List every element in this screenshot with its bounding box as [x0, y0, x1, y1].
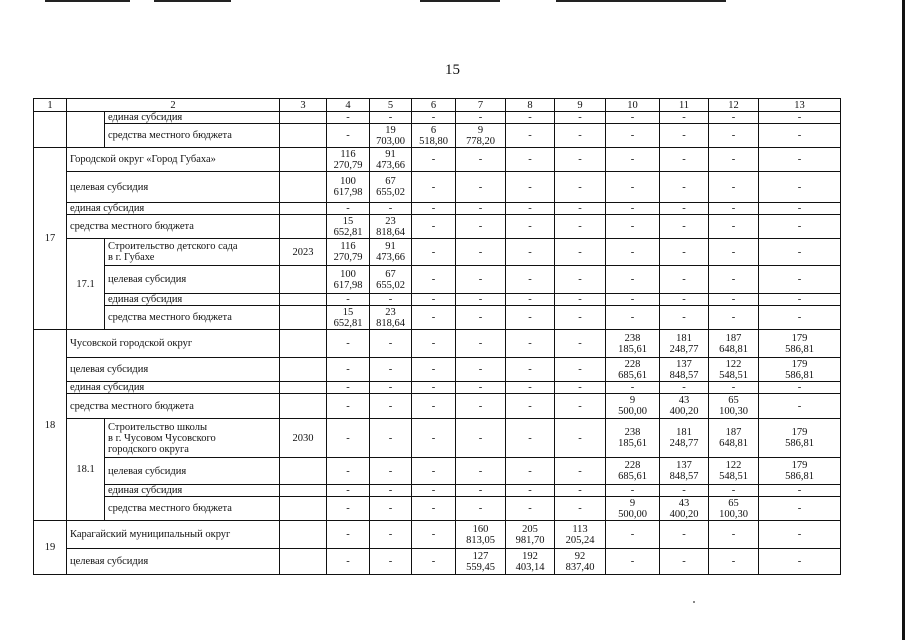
value-cell-col11: - — [660, 549, 709, 575]
value-cell-col11: 137 848,57 — [660, 358, 709, 382]
value-cell-col8: - — [506, 172, 555, 203]
value-cell-col8: - — [506, 306, 555, 330]
value-cell-col10: 228 685,61 — [606, 458, 660, 485]
value-cell-col7: 127 559,45 — [456, 549, 506, 575]
subitem-number: 17.1 — [67, 239, 105, 330]
col-header-12: 12 — [709, 99, 759, 112]
value-cell-col4: - — [327, 203, 370, 215]
value-cell-col11: 43 400,20 — [660, 497, 709, 521]
value-cell-col13: - — [759, 112, 841, 124]
value-cell-col13: - — [759, 549, 841, 575]
year-cell — [280, 112, 327, 124]
value-cell-col10: 9 500,00 — [606, 497, 660, 521]
value-cell-col11: 137 848,57 — [660, 458, 709, 485]
value-cell-col12: - — [709, 521, 759, 549]
value-cell-col5: 23 818,64 — [370, 215, 412, 239]
value-cell-col9: - — [555, 330, 606, 358]
col-header-3: 3 — [280, 99, 327, 112]
row-label: Чусовской городской округ — [67, 330, 280, 358]
value-cell-col9: - — [555, 172, 606, 203]
row-label: Городской округ «Город Губаха» — [67, 148, 280, 172]
value-cell-col4: - — [327, 549, 370, 575]
value-cell-col5: - — [370, 203, 412, 215]
row-label: единая субсидия — [67, 382, 280, 394]
value-cell-col7: - — [456, 458, 506, 485]
value-cell-col13: - — [759, 497, 841, 521]
table-row — [34, 521, 841, 549]
value-cell-col11: - — [660, 172, 709, 203]
col-header-6: 6 — [412, 99, 456, 112]
year-cell — [280, 521, 327, 549]
value-cell-col12: 122 548,51 — [709, 358, 759, 382]
subitem-number: 18.1 — [67, 419, 105, 521]
value-cell-col7: 160 813,05 — [456, 521, 506, 549]
value-cell-col9: 92 837,40 — [555, 549, 606, 575]
value-cell-col10: - — [606, 112, 660, 124]
value-cell-col7: - — [456, 112, 506, 124]
value-cell-col6: - — [412, 419, 456, 458]
value-cell-col8: - — [506, 124, 555, 148]
value-cell-col9: - — [555, 124, 606, 148]
row-label: целевая субсидия — [67, 358, 280, 382]
value-cell-col7: - — [456, 203, 506, 215]
value-cell-col4: - — [327, 485, 370, 497]
group-number: 18 — [34, 330, 67, 521]
value-cell-col12: - — [709, 485, 759, 497]
value-cell-col9: - — [555, 358, 606, 382]
table-row — [34, 549, 841, 575]
value-cell-col7: - — [456, 497, 506, 521]
year-cell — [280, 394, 327, 419]
table-row — [34, 239, 841, 266]
table-row — [34, 148, 841, 172]
table-row — [34, 266, 841, 294]
row-label: целевая субсидия — [67, 172, 280, 203]
table-row — [34, 382, 841, 394]
group-number: 19 — [34, 521, 67, 575]
col-header-7: 7 — [456, 99, 506, 112]
value-cell-col11: - — [660, 148, 709, 172]
value-cell-col13: - — [759, 382, 841, 394]
value-cell-col11: 43 400,20 — [660, 394, 709, 419]
year-cell — [280, 172, 327, 203]
value-cell-col12: - — [709, 306, 759, 330]
value-cell-col12: - — [709, 148, 759, 172]
value-cell-col4: 15 652,81 — [327, 306, 370, 330]
table-row — [34, 394, 841, 419]
value-cell-col8: - — [506, 330, 555, 358]
value-cell-col7: - — [456, 358, 506, 382]
value-cell-col11: - — [660, 203, 709, 215]
year-cell — [280, 306, 327, 330]
value-cell-col13: - — [759, 148, 841, 172]
table-row — [34, 124, 841, 148]
value-cell-col11: - — [660, 306, 709, 330]
col-header-9: 9 — [555, 99, 606, 112]
value-cell-col12: - — [709, 294, 759, 306]
value-cell-col8: - — [506, 419, 555, 458]
col-header-4: 4 — [327, 99, 370, 112]
value-cell-col9: - — [555, 266, 606, 294]
value-cell-col5: 67 655,02 — [370, 172, 412, 203]
group-number: 17 — [34, 148, 67, 330]
value-cell-col13: 179 586,81 — [759, 419, 841, 458]
value-cell-col5: - — [370, 330, 412, 358]
value-cell-col5: - — [370, 485, 412, 497]
value-cell-col7: - — [456, 215, 506, 239]
value-cell-col7: - — [456, 239, 506, 266]
year-cell — [280, 382, 327, 394]
year-cell — [280, 266, 327, 294]
value-cell-col13: - — [759, 215, 841, 239]
value-cell-col5: - — [370, 521, 412, 549]
value-cell-col12: 187 648,81 — [709, 419, 759, 458]
value-cell-col13: - — [759, 485, 841, 497]
value-cell-col10: - — [606, 306, 660, 330]
value-cell-col5: - — [370, 294, 412, 306]
value-cell-col6: - — [412, 294, 456, 306]
subitem-title: Строительство детского сада в г. Губахе — [105, 239, 280, 266]
year-cell — [280, 458, 327, 485]
value-cell-col8: - — [506, 382, 555, 394]
value-cell-col8: - — [506, 458, 555, 485]
row-label: Карагайский муниципальный округ — [67, 521, 280, 549]
value-cell-col10: - — [606, 549, 660, 575]
value-cell-col12: 65 100,30 — [709, 497, 759, 521]
value-cell-col7: - — [456, 148, 506, 172]
value-cell-col7: - — [456, 394, 506, 419]
value-cell-col5: 19 703,00 — [370, 124, 412, 148]
row-label: единая субсидия — [105, 112, 280, 124]
value-cell-col13: 179 586,81 — [759, 358, 841, 382]
row-label: средства местного бюджета — [105, 124, 280, 148]
value-cell-col11: 181 248,77 — [660, 330, 709, 358]
table-row — [34, 497, 841, 521]
value-cell-col8: 205 981,70 — [506, 521, 555, 549]
value-cell-col9: - — [555, 382, 606, 394]
col-header-2: 2 — [67, 99, 280, 112]
value-cell-col5: 67 655,02 — [370, 266, 412, 294]
value-cell-col6: - — [412, 215, 456, 239]
value-cell-col4: - — [327, 419, 370, 458]
table-row — [34, 294, 841, 306]
value-cell-col10: - — [606, 239, 660, 266]
value-cell-col7: - — [456, 382, 506, 394]
col-header-11: 11 — [660, 99, 709, 112]
table-row — [34, 330, 841, 358]
value-cell-col4: - — [327, 124, 370, 148]
value-cell-col12: - — [709, 266, 759, 294]
value-cell-col13: - — [759, 239, 841, 266]
value-cell-col7: - — [456, 266, 506, 294]
top-rule-left — [45, 0, 130, 2]
table-row — [34, 306, 841, 330]
value-cell-col9: - — [555, 306, 606, 330]
table-row — [34, 358, 841, 382]
year-cell — [280, 124, 327, 148]
row-label: целевая субсидия — [105, 266, 280, 294]
value-cell-col5: - — [370, 382, 412, 394]
value-cell-col5: - — [370, 394, 412, 419]
year-cell — [280, 358, 327, 382]
value-cell-col4: - — [327, 358, 370, 382]
value-cell-col6: - — [412, 382, 456, 394]
year-cell — [280, 549, 327, 575]
col-header-13: 13 — [759, 99, 841, 112]
value-cell-col9: - — [555, 419, 606, 458]
value-cell-col13: - — [759, 266, 841, 294]
value-cell-col6: - — [412, 148, 456, 172]
value-cell-col12: - — [709, 382, 759, 394]
value-cell-col13: 179 586,81 — [759, 458, 841, 485]
value-cell-col4: - — [327, 458, 370, 485]
value-cell-col6: - — [412, 112, 456, 124]
value-cell-col9: - — [555, 239, 606, 266]
row-label: средства местного бюджета — [105, 306, 280, 330]
value-cell-col8: - — [506, 215, 555, 239]
value-cell-col5: - — [370, 549, 412, 575]
value-cell-col8: - — [506, 358, 555, 382]
value-cell-col8: - — [506, 394, 555, 419]
table-row — [34, 419, 841, 458]
value-cell-col4: - — [327, 497, 370, 521]
value-cell-col6: - — [412, 521, 456, 549]
table-row — [34, 203, 841, 215]
value-cell-col10: - — [606, 148, 660, 172]
value-cell-col5: - — [370, 497, 412, 521]
year-cell: 2023 — [280, 239, 327, 266]
value-cell-col6: - — [412, 358, 456, 382]
scan-speck — [693, 601, 695, 603]
value-cell-col10: 238 185,61 — [606, 330, 660, 358]
value-cell-col10: - — [606, 203, 660, 215]
col-header-1: 1 — [34, 99, 67, 112]
value-cell-col11: - — [660, 124, 709, 148]
budget-table — [33, 98, 841, 575]
subitem-title: Строительство школы в г. Чусовом Чусовского городского округа — [105, 419, 280, 458]
value-cell-col5: - — [370, 419, 412, 458]
value-cell-col6: - — [412, 549, 456, 575]
year-cell — [280, 215, 327, 239]
value-cell-col6: - — [412, 239, 456, 266]
value-cell-col8: - — [506, 112, 555, 124]
value-cell-col6: 6 518,80 — [412, 124, 456, 148]
top-rule-right — [556, 0, 726, 2]
table-row — [34, 112, 841, 124]
table-row — [34, 458, 841, 485]
value-cell-col10: - — [606, 485, 660, 497]
value-cell-col8: - — [506, 485, 555, 497]
value-cell-col6: - — [412, 266, 456, 294]
value-cell-col9: - — [555, 485, 606, 497]
value-cell-col13: - — [759, 521, 841, 549]
value-cell-col13: - — [759, 172, 841, 203]
value-cell-col12: 187 648,81 — [709, 330, 759, 358]
value-cell-col11: - — [660, 521, 709, 549]
value-cell-col10: 228 685,61 — [606, 358, 660, 382]
value-cell-col4: - — [327, 394, 370, 419]
top-rule-mid-left — [154, 0, 231, 2]
value-cell-col12: - — [709, 172, 759, 203]
value-cell-col7: - — [456, 172, 506, 203]
value-cell-col6: - — [412, 203, 456, 215]
value-cell-col10: - — [606, 294, 660, 306]
table-row — [34, 485, 841, 497]
value-cell-col8: - — [506, 266, 555, 294]
year-cell — [280, 148, 327, 172]
value-cell-col8: - — [506, 294, 555, 306]
value-cell-col9: - — [555, 215, 606, 239]
value-cell-col11: - — [660, 112, 709, 124]
table-row — [34, 215, 841, 239]
value-cell-col8: 192 403,14 — [506, 549, 555, 575]
row-label: единая субсидия — [105, 485, 280, 497]
value-cell-col10: 238 185,61 — [606, 419, 660, 458]
value-cell-col4: 100 617,98 — [327, 172, 370, 203]
value-cell-col13: - — [759, 294, 841, 306]
row-label: средства местного бюджета — [67, 394, 280, 419]
value-cell-col10: - — [606, 215, 660, 239]
value-cell-col12: - — [709, 203, 759, 215]
value-cell-col13: 179 586,81 — [759, 330, 841, 358]
value-cell-col11: 181 248,77 — [660, 419, 709, 458]
value-cell-col4: - — [327, 521, 370, 549]
value-cell-col12: - — [709, 215, 759, 239]
value-cell-col11: - — [660, 266, 709, 294]
value-cell-col8: - — [506, 203, 555, 215]
value-cell-col13: - — [759, 394, 841, 419]
value-cell-col10: - — [606, 124, 660, 148]
value-cell-col9: - — [555, 294, 606, 306]
value-cell-col9: - — [555, 112, 606, 124]
value-cell-col7: 9 778,20 — [456, 124, 506, 148]
value-cell-col6: - — [412, 485, 456, 497]
row-label: единая субсидия — [105, 294, 280, 306]
value-cell-col9: - — [555, 148, 606, 172]
value-cell-col4: - — [327, 112, 370, 124]
row-label: целевая субсидия — [67, 549, 280, 575]
value-cell-col10: - — [606, 382, 660, 394]
value-cell-col11: - — [660, 294, 709, 306]
value-cell-col9: 113 205,24 — [555, 521, 606, 549]
value-cell-col6: - — [412, 306, 456, 330]
value-cell-col6: - — [412, 330, 456, 358]
value-cell-col7: - — [456, 485, 506, 497]
value-cell-col8: - — [506, 148, 555, 172]
value-cell-col5: - — [370, 458, 412, 485]
value-cell-col5: 91 473,66 — [370, 239, 412, 266]
value-cell-col9: - — [555, 497, 606, 521]
value-cell-col10: 9 500,00 — [606, 394, 660, 419]
value-cell-col8: - — [506, 497, 555, 521]
value-cell-col9: - — [555, 394, 606, 419]
value-cell-col6: - — [412, 458, 456, 485]
value-cell-col8: - — [506, 239, 555, 266]
value-cell-col7: - — [456, 294, 506, 306]
value-cell-col12: - — [709, 112, 759, 124]
row-label: средства местного бюджета — [105, 497, 280, 521]
value-cell-col12: - — [709, 239, 759, 266]
value-cell-col11: - — [660, 382, 709, 394]
row-label: единая субсидия — [67, 203, 280, 215]
value-cell-col12: - — [709, 124, 759, 148]
value-cell-col4: - — [327, 382, 370, 394]
value-cell-col10: - — [606, 172, 660, 203]
value-cell-col13: - — [759, 124, 841, 148]
year-cell — [280, 485, 327, 497]
row-label: средства местного бюджета — [67, 215, 280, 239]
value-cell-col11: - — [660, 215, 709, 239]
value-cell-col13: - — [759, 203, 841, 215]
value-cell-col12: 122 548,51 — [709, 458, 759, 485]
value-cell-col7: - — [456, 419, 506, 458]
value-cell-col4: 100 617,98 — [327, 266, 370, 294]
top-rule-center — [420, 0, 500, 2]
value-cell-col5: 23 818,64 — [370, 306, 412, 330]
value-cell-col4: 15 652,81 — [327, 215, 370, 239]
value-cell-col5: - — [370, 112, 412, 124]
value-cell-col4: - — [327, 294, 370, 306]
value-cell-col6: - — [412, 497, 456, 521]
value-cell-col5: 91 473,66 — [370, 148, 412, 172]
value-cell-col4: 116 270,79 — [327, 239, 370, 266]
year-cell: 2030 — [280, 419, 327, 458]
page-number: 15 — [445, 62, 460, 78]
value-cell-col11: - — [660, 485, 709, 497]
subitem-number — [67, 112, 105, 148]
group-number — [34, 112, 67, 148]
value-cell-col4: 116 270,79 — [327, 148, 370, 172]
value-cell-col4: - — [327, 330, 370, 358]
value-cell-col7: - — [456, 306, 506, 330]
year-cell — [280, 330, 327, 358]
col-header-10: 10 — [606, 99, 660, 112]
value-cell-col5: - — [370, 358, 412, 382]
value-cell-col13: - — [759, 306, 841, 330]
year-cell — [280, 294, 327, 306]
year-cell — [280, 497, 327, 521]
column-number-row — [34, 99, 841, 112]
value-cell-col11: - — [660, 239, 709, 266]
value-cell-col7: - — [456, 330, 506, 358]
value-cell-col10: - — [606, 521, 660, 549]
value-cell-col9: - — [555, 458, 606, 485]
value-cell-col6: - — [412, 394, 456, 419]
row-label: целевая субсидия — [105, 458, 280, 485]
value-cell-col6: - — [412, 172, 456, 203]
table-row — [34, 172, 841, 203]
value-cell-col12: 65 100,30 — [709, 394, 759, 419]
value-cell-col9: - — [555, 203, 606, 215]
value-cell-col10: - — [606, 266, 660, 294]
value-cell-col12: - — [709, 549, 759, 575]
year-cell — [280, 203, 327, 215]
col-header-8: 8 — [506, 99, 555, 112]
col-header-5: 5 — [370, 99, 412, 112]
